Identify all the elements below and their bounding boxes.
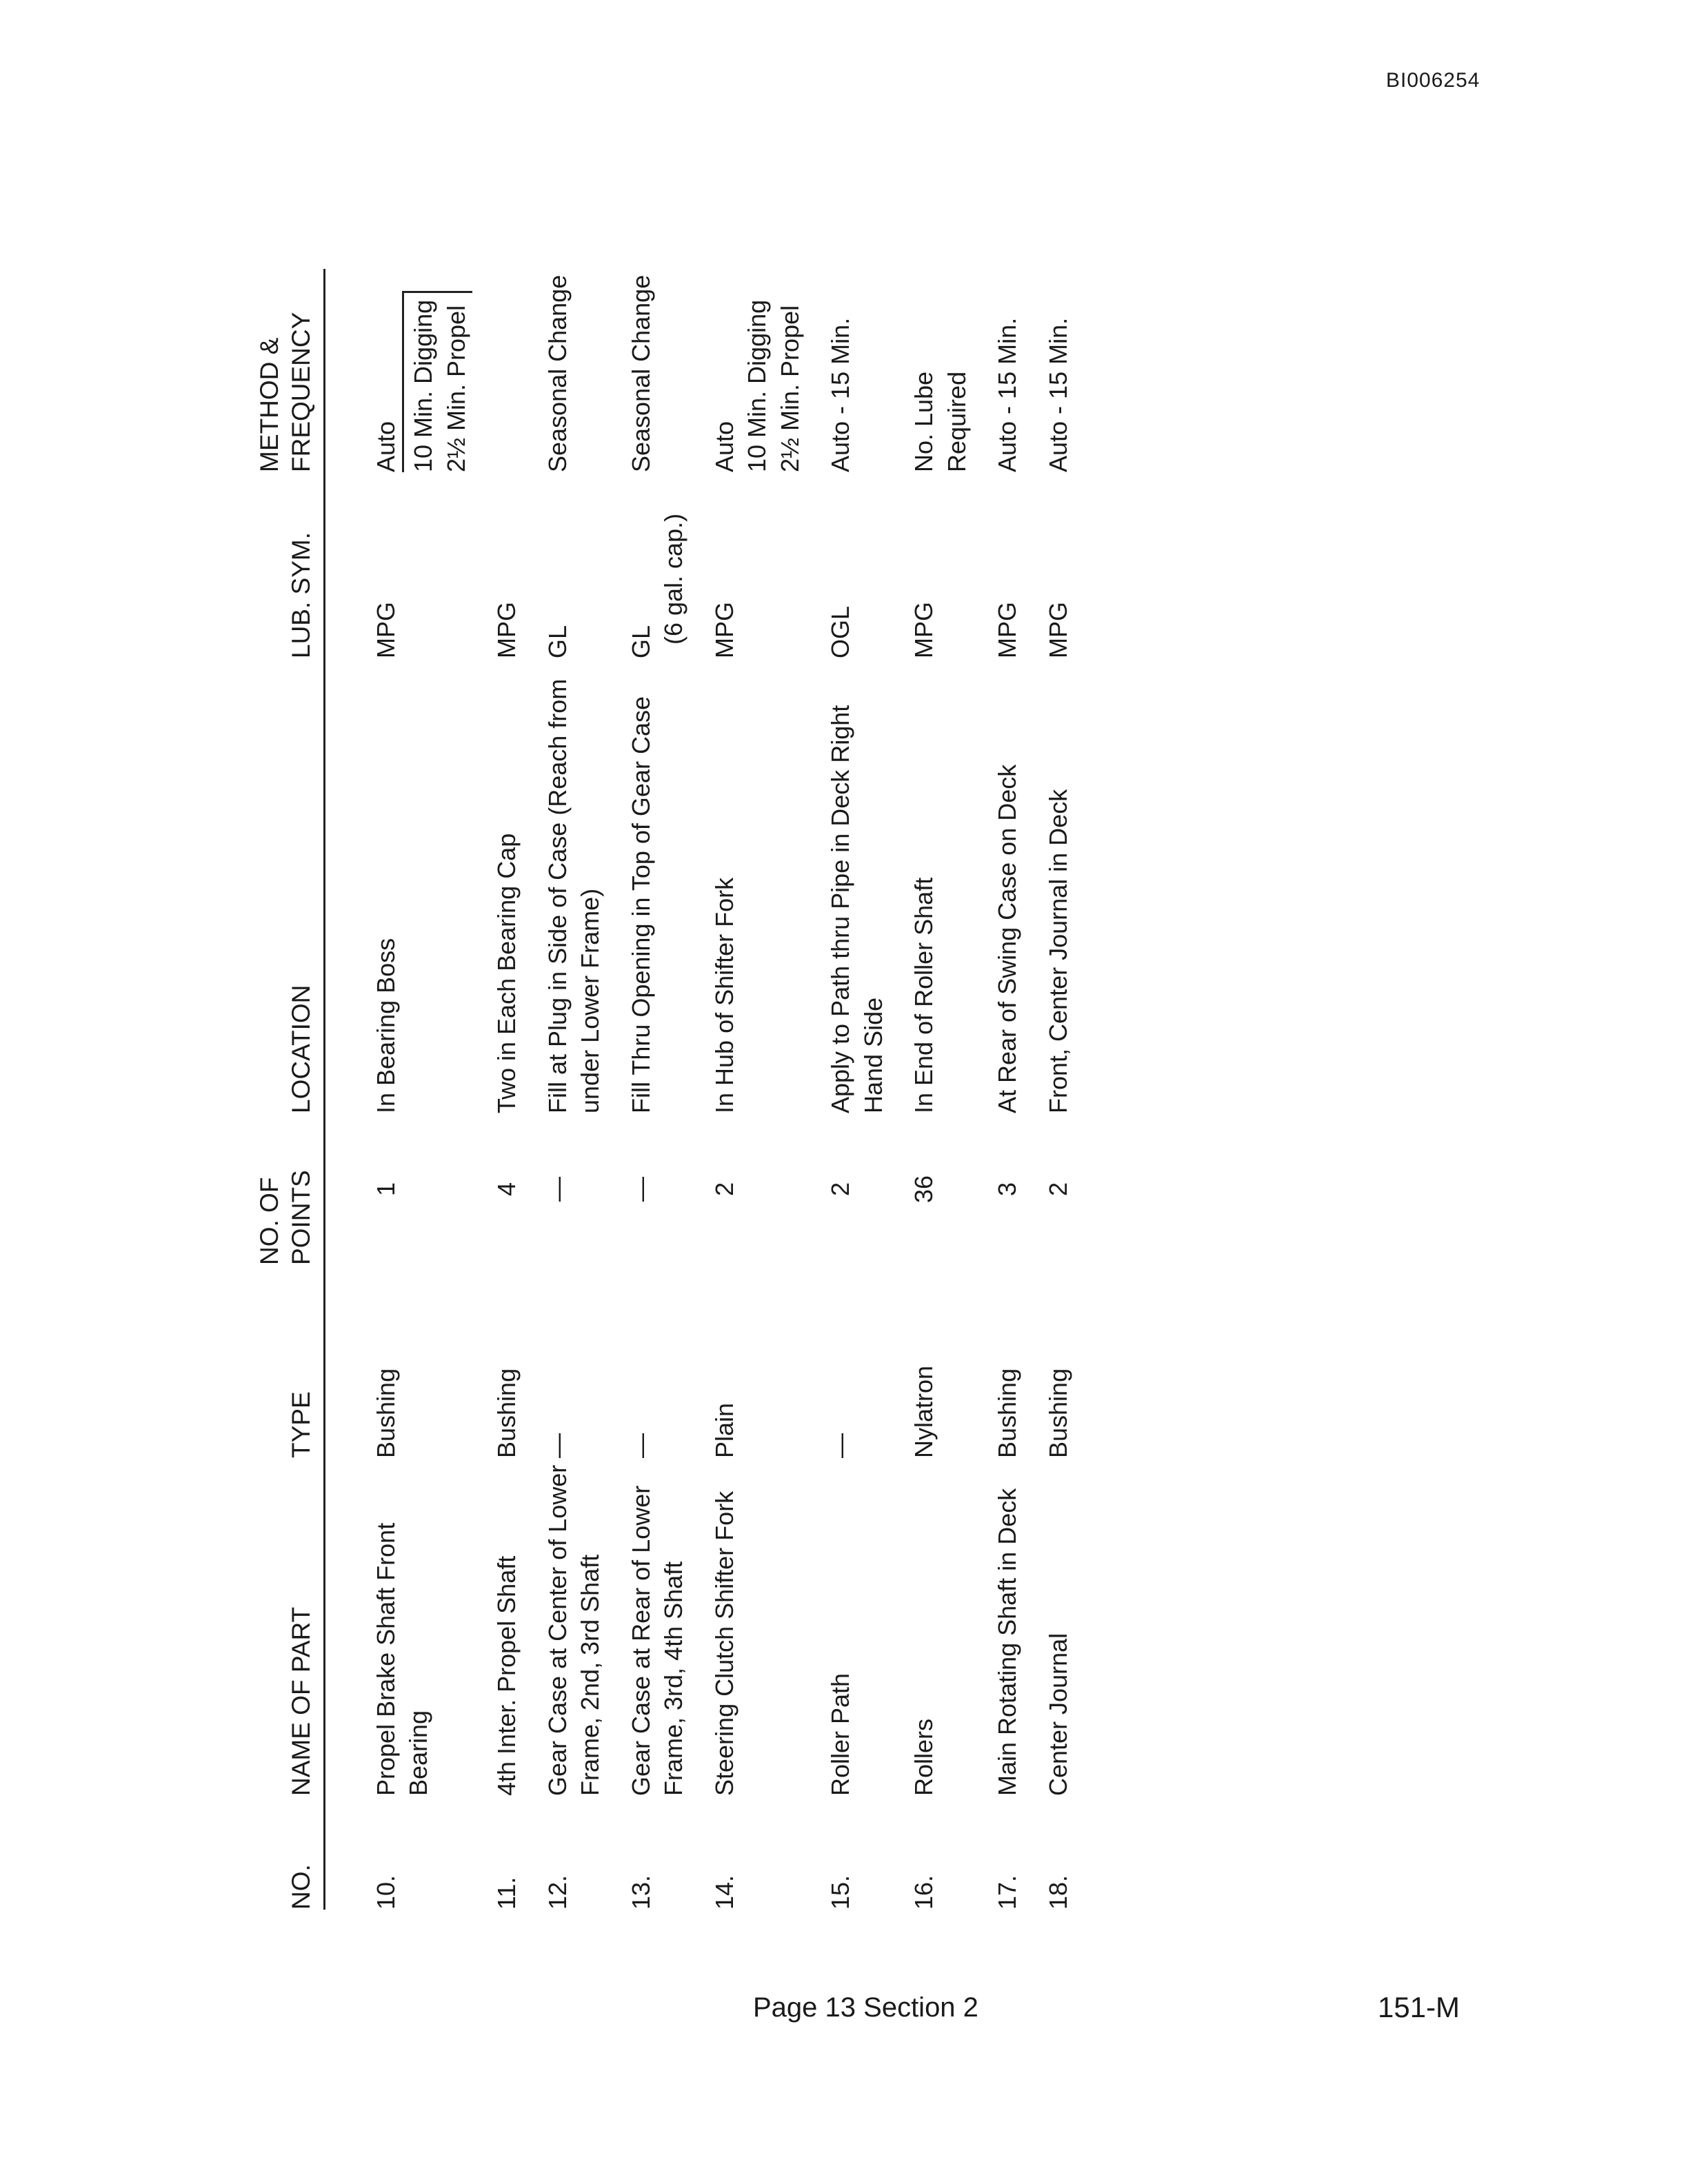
part-type: — (543, 1433, 572, 1458)
points-count: 36 (910, 1175, 938, 1204)
part-name: Roller Path (826, 1672, 855, 1796)
location: Apply to Path thru Pipe in Deck Right Hand Side (826, 705, 887, 1113)
points-count: — (543, 1177, 572, 1202)
method-line-1: Auto (710, 421, 738, 472)
method-line-2: 10 Min. Digging (409, 299, 438, 472)
method-frequency: Auto - 15 Min. (1043, 317, 1072, 472)
method-frequency: Seasonal Change (543, 274, 572, 472)
lub-capacity-note: (6 gal. cap.) (659, 513, 688, 645)
points-count: 2 (1043, 1182, 1072, 1197)
table-row (824, 269, 907, 1910)
header-method-frequency: METHOD & FREQUENCY (254, 269, 324, 472)
points-count: — (626, 1177, 655, 1202)
table-row (324, 269, 490, 1910)
points-count: 1 (371, 1182, 400, 1197)
part-type: Plain (710, 1402, 738, 1458)
row-number: 12. (543, 1874, 572, 1910)
header-no-of-points: NO. OF POINTS (254, 1113, 324, 1265)
header-type: TYPE (254, 1265, 324, 1458)
location: Fill Thru Opening in Top of Gear Case (626, 696, 655, 1113)
points-count: 2 (826, 1182, 855, 1197)
header-lub-sym: LUB. SYM. (254, 472, 324, 658)
table-row (991, 269, 1042, 1910)
method-line-1: Auto (371, 421, 400, 472)
points-count: 4 (492, 1182, 521, 1197)
part-type: — (626, 1433, 655, 1458)
header-location: LOCATION (254, 658, 324, 1113)
document-id: BI006254 (1386, 69, 1480, 92)
row-number: 14. (710, 1874, 738, 1910)
part-name: Gear Case at Rear of Lower Frame, 3rd, 4th Shaft (626, 1485, 688, 1796)
part-name: 4th Inter. Propel Shaft (492, 1555, 521, 1796)
lub-symbol-cell (625, 472, 708, 658)
part-type: Bushing (993, 1368, 1022, 1458)
lubrication-table-rotated (254, 269, 1329, 1910)
table-row (490, 269, 541, 1910)
table-row (907, 269, 991, 1910)
part-type: Bushing (492, 1368, 521, 1458)
table-row (708, 269, 825, 1910)
method-frequency: Seasonal Change (626, 274, 655, 472)
method-frequency: No. Lube Required (910, 371, 971, 472)
row-number: 11. (492, 1877, 521, 1910)
method-frequency (708, 269, 825, 472)
part-name: Center Journal (1043, 1632, 1072, 1796)
table-row (625, 269, 708, 1910)
location: Two in Each Bearing Cap (492, 833, 521, 1113)
lub-symbol: GL (543, 625, 572, 658)
location: In End of Roller Shaft (910, 877, 938, 1113)
location: Front, Center Journal in Deck (1043, 789, 1072, 1113)
part-type: Nylatron (910, 1365, 938, 1458)
method-frequency: Auto - 15 Min. (826, 317, 855, 472)
location: In Bearing Boss (371, 938, 400, 1113)
lub-symbol: MPG (910, 601, 938, 658)
lub-symbol: MPG (492, 601, 521, 658)
part-name: Steering Clutch Shifter Fork (710, 1490, 738, 1796)
lubrication-table (254, 269, 1092, 1910)
row-number: 10. (371, 1874, 400, 1910)
part-type: Bushing (1043, 1368, 1072, 1458)
points-count: 2 (710, 1182, 738, 1197)
lub-symbol: MPG (371, 601, 400, 658)
lub-symbol: MPG (710, 601, 738, 658)
row-number: 17. (993, 1874, 1022, 1910)
location: At Rear of Swing Case on Deck (993, 764, 1022, 1113)
header-name-of-part: NAME OF PART (254, 1458, 324, 1796)
part-name: Gear Case at Center of Lower Frame, 2nd, 3rd Shaft (543, 1464, 605, 1796)
footer-page-label: Page 13 Section 2 (753, 1992, 978, 2023)
method-bracket (402, 291, 472, 472)
method-frequency: Auto - 15 Min. (993, 317, 1022, 472)
row-number: 16. (910, 1874, 938, 1910)
part-name: Propel Brake Shaft Front Bearing (371, 1522, 433, 1796)
lub-symbol: MPG (993, 601, 1022, 658)
lub-symbol: OGL (826, 605, 855, 658)
method-frequency (490, 269, 541, 472)
lub-symbol: MPG (1043, 601, 1072, 658)
row-number: 15. (826, 1874, 855, 1910)
table-header-row (254, 269, 324, 1910)
part-name: Main Rotating Shaft in Deck (993, 1488, 1022, 1796)
table-row (1042, 269, 1093, 1910)
row-number: 18. (1043, 1874, 1072, 1910)
method-frequency (324, 269, 490, 472)
header-no: NO. (254, 1796, 324, 1910)
location: Fill at Plug in Side of Case (Reach from under Lower Frame) (543, 678, 605, 1113)
method-line-2: 10 Min. Digging (743, 299, 772, 472)
part-name: Rollers (910, 1718, 938, 1796)
method-line-3: 2½ Min. Propel (441, 305, 470, 472)
part-type: — (826, 1433, 855, 1458)
lub-symbol: GL (626, 625, 655, 658)
points-count: 3 (993, 1182, 1022, 1197)
footer-document-code: 151-M (1378, 1991, 1460, 2023)
part-type: Bushing (371, 1368, 400, 1458)
row-number: 13. (626, 1874, 655, 1910)
table-row (541, 269, 625, 1910)
location: In Hub of Shifter Fork (710, 877, 738, 1113)
method-line-3: 2½ Min. Propel (775, 305, 804, 472)
